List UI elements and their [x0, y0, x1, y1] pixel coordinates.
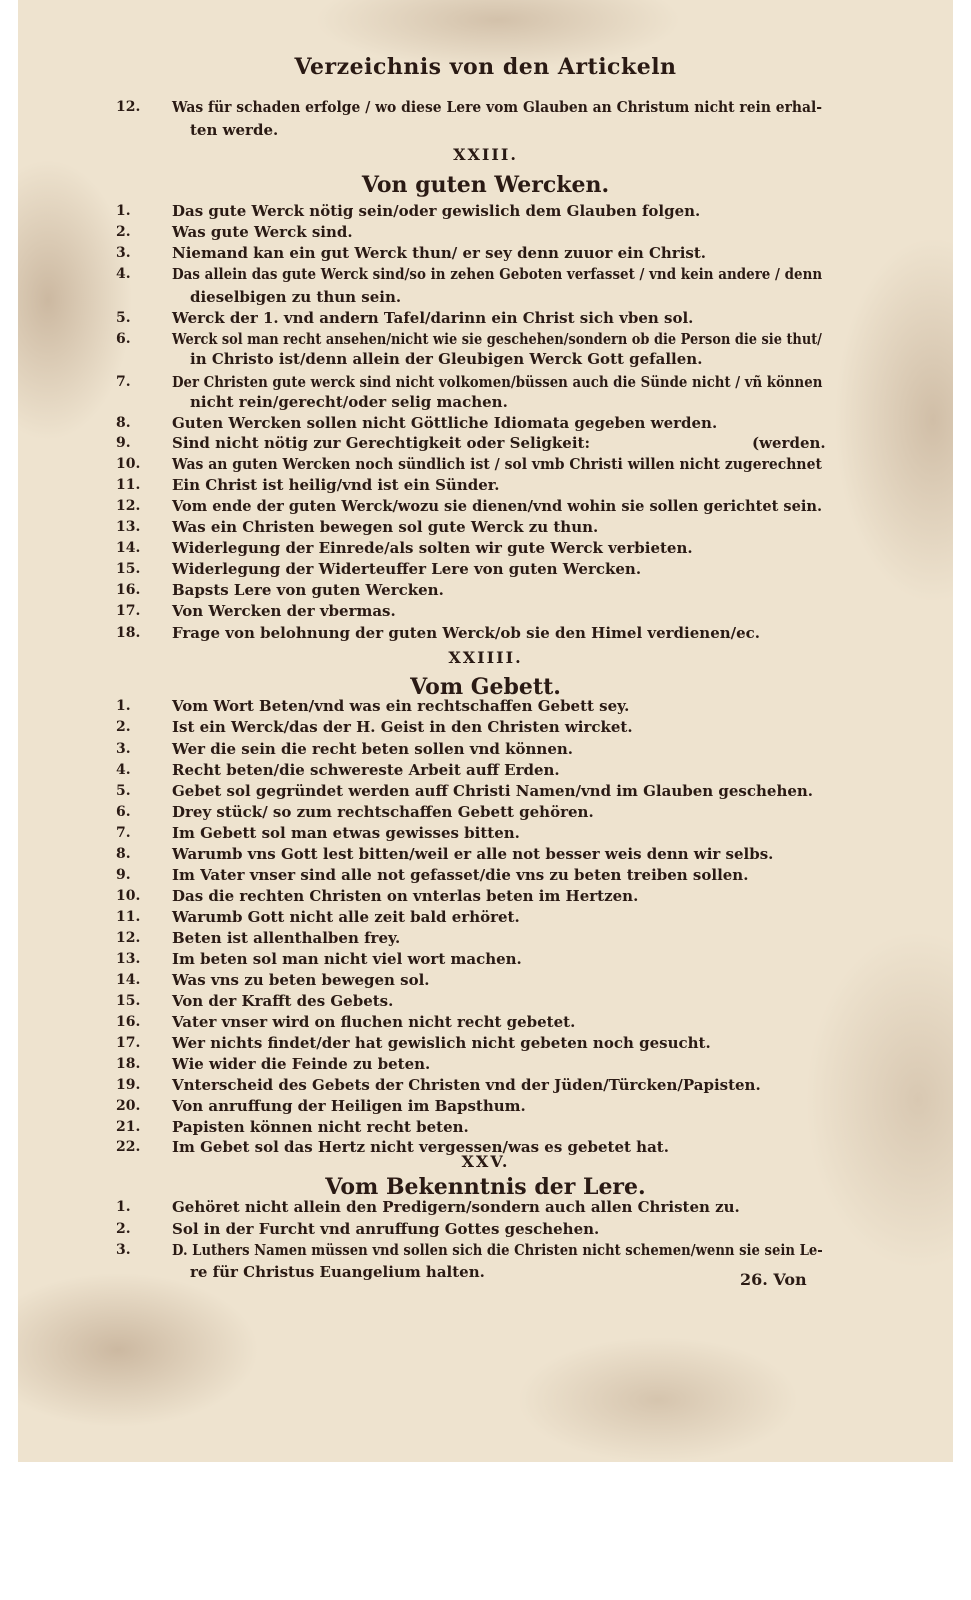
entry-number: 2.	[116, 1221, 131, 1237]
entry-text: Ist ein Werck/das der H. Geist in den Christen wircket.	[172, 718, 633, 736]
running-head: Verzeichnis von den Artickeln	[294, 54, 677, 80]
entry-number: 12.	[116, 930, 141, 946]
entry-number: 15.	[116, 561, 141, 577]
entry-number: 1.	[116, 203, 131, 219]
entry-text: Das die rechten Christen on vnterlas beten im Hertzen.	[172, 887, 639, 905]
entry-number: 11.	[116, 909, 141, 925]
entry-text: Recht beten/die schwereste Arbeit auff Erden.	[172, 761, 560, 779]
entry-text: Der Christen gute werck sind nicht volkomen/büssen auch die Sünde nicht / vñ können	[172, 373, 823, 391]
entry-number: 2.	[116, 224, 131, 240]
entry-text: Beten ist allenthalben frey.	[172, 929, 401, 947]
entry-number: 11.	[116, 477, 141, 493]
section-roman-numeral: XXV.	[461, 1152, 510, 1171]
entry-text: Werck sol man recht ansehen/nicht wie sie geschehen/sondern ob die Person die sie thut/	[172, 330, 822, 348]
entry-number: 17.	[116, 603, 141, 619]
section-roman-numeral: XXIIII.	[448, 648, 523, 667]
entry-text: Von Wercken der vbermas.	[172, 602, 396, 620]
entry-number: 12.	[116, 498, 141, 514]
entry-text: Im beten sol man nicht viel wort machen.	[172, 950, 522, 968]
entry-text: Wer die sein die recht beten sollen vnd können.	[172, 740, 574, 758]
entry-text: Was für schaden erfolge / wo diese Lere vom Glauben an Christum nicht rein erhal-	[172, 98, 823, 116]
entry-text: D. Luthers Namen müssen vnd sollen sich die Christen nicht schemen/wenn sie sein Le-	[172, 1241, 823, 1259]
entry-text: Wer nichts findet/der hat gewislich nicht gebeten noch gesucht.	[172, 1034, 711, 1052]
entry-number: 13.	[116, 951, 141, 967]
entry-text: Gebet sol gegründet werden auff Christi Namen/vnd im Glauben geschehen.	[172, 782, 814, 800]
section-title: Vom Gebett.	[410, 674, 561, 700]
entry-text: Von anruffung der Heiligen im Bapsthum.	[172, 1097, 526, 1115]
entry-text: Niemand kan ein gut Werck thun/ er sey denn zuuor ein Christ.	[172, 244, 707, 262]
entry-number: 16.	[116, 1014, 141, 1030]
entry-text: Gehöret nicht allein den Predigern/sondern auch allen Christen zu.	[172, 1198, 740, 1216]
entry-number: 10.	[116, 888, 141, 904]
entry-number: 1.	[116, 698, 131, 714]
section-roman-numeral: XXIII.	[453, 145, 518, 164]
entry-number: 3.	[116, 1242, 131, 1258]
entry-number: 5.	[116, 783, 131, 799]
entry-text: Wie wider die Feinde zu beten.	[172, 1055, 431, 1073]
entry-text: Das allein das gute Werck sind/so in zehen Geboten verfasset / vnd kein andere / denn	[172, 265, 823, 283]
entry-text: Vom ende der guten Werck/wozu sie dienen/vnd wohin sie sollen gerichtet sein.	[172, 497, 823, 515]
entry-number: 7.	[116, 825, 131, 841]
entry-number: 5.	[116, 310, 131, 326]
entry-text: Vater vnser wird on fluchen nicht recht gebetet.	[172, 1013, 576, 1031]
entry-number: 6.	[116, 331, 131, 347]
entry-text: Was an guten Wercken noch sündlich ist / sol vmb Christi willen nicht zugerechnet	[172, 455, 822, 473]
entry-number: 14.	[116, 972, 141, 988]
entry-number: 15.	[116, 993, 141, 1009]
entry-number: 6.	[116, 804, 131, 820]
entry-number: 10.	[116, 456, 141, 472]
entry-text: Von der Krafft des Gebets.	[172, 992, 394, 1010]
entry-text: Guten Wercken sollen nicht Göttliche Idiomata gegeben werden.	[172, 414, 718, 432]
entry-number: 3.	[116, 741, 131, 757]
entry-number: 2.	[116, 719, 131, 735]
entry-number: 14.	[116, 540, 141, 556]
entry-text: Widerlegung der Einrede/als solten wir gute Werck verbieten.	[172, 539, 693, 557]
entry-number: 19.	[116, 1077, 141, 1093]
entry-text: Das gute Werck nötig sein/oder gewislich dem Glauben folgen.	[172, 202, 701, 220]
entry-text: Drey stück/ so zum rechtschaffen Gebett gehören.	[172, 803, 594, 821]
entry-text: Was vns zu beten bewegen sol.	[172, 971, 430, 989]
entry-text: Widerlegung der Widerteuffer Lere von guten Wercken.	[172, 560, 642, 578]
entry-text: Im Vater vnser sind alle not gefasset/die vns zu beten treiben sollen.	[172, 866, 749, 884]
entry-text: Frage von belohnung der guten Werck/ob sie den Himel verdienen/ec.	[172, 624, 761, 642]
entry-number: 3.	[116, 245, 131, 261]
entry-text: Warumb Gott nicht alle zeit bald erhöret.	[172, 908, 520, 926]
entry-text: dieselbigen zu thun sein.	[190, 288, 402, 306]
entry-number: 13.	[116, 519, 141, 535]
entry-text: Werck der 1. vnd andern Tafel/darinn ein Christ sich vben sol.	[172, 309, 694, 327]
entry-text: re für Christus Euangelium halten.	[190, 1263, 485, 1281]
entry-number: 16.	[116, 582, 141, 598]
entry-text: Ein Christ ist heilig/vnd ist ein Sünder.	[172, 476, 500, 494]
entry-number: 9.	[116, 867, 131, 883]
entry-number: 21.	[116, 1119, 141, 1135]
entry-number: 22.	[116, 1139, 141, 1155]
entry-number: 4.	[116, 266, 131, 282]
entry-text: Was ein Christen bewegen sol gute Werck zu thun.	[172, 518, 599, 536]
entry-text: Sol in der Furcht vnd anruffung Gottes geschehen.	[172, 1220, 600, 1238]
section-title: Vom Bekenntnis der Lere.	[325, 1174, 646, 1200]
entry-text: nicht rein/gerecht/oder selig machen.	[190, 393, 508, 411]
entry-text: Im Gebet sol das Hertz nicht vergessen/was es gebetet hat.	[172, 1138, 669, 1156]
entry-text: Im Gebett sol man etwas gewisses bitten.	[172, 824, 520, 842]
entry-number: 17.	[116, 1035, 141, 1051]
entry-number: 18.	[116, 1056, 141, 1072]
entry-text: Bapsts Lere von guten Wercken.	[172, 581, 444, 599]
entry-text: in Christo ist/denn allein der Gleubigen Werck Gott gefallen.	[190, 350, 703, 368]
entry-number: 7.	[116, 374, 131, 390]
entry-number: 8.	[116, 415, 131, 431]
entry-number: 9.	[116, 435, 131, 451]
entry-text: Was gute Werck sind.	[172, 223, 353, 241]
entry-text: Vnterscheid des Gebets der Christen vnd der Jüden/Türcken/Papisten.	[172, 1076, 761, 1094]
section-title: Von guten Wercken.	[361, 172, 610, 198]
entry-text: (werden.	[752, 434, 826, 452]
entry-text: Papisten können nicht recht beten.	[172, 1118, 469, 1136]
entry-text: Sind nicht nötig zur Gerechtigkeit oder Seligkeit:	[172, 434, 591, 452]
entry-text: ten werde.	[190, 121, 279, 139]
entry-text: Warumb vns Gott lest bitten/weil er alle not besser weis denn wir selbs.	[172, 845, 774, 863]
entry-number: 20.	[116, 1098, 141, 1114]
entry-number: 12.	[116, 99, 141, 115]
entry-number: 8.	[116, 846, 131, 862]
catchword: 26. Von	[740, 1270, 807, 1289]
entry-text: Vom Wort Beten/vnd was ein rechtschaffen Gebett sey.	[172, 697, 630, 715]
entry-number: 4.	[116, 762, 131, 778]
entry-number: 1.	[116, 1199, 131, 1215]
entry-number: 18.	[116, 625, 141, 641]
